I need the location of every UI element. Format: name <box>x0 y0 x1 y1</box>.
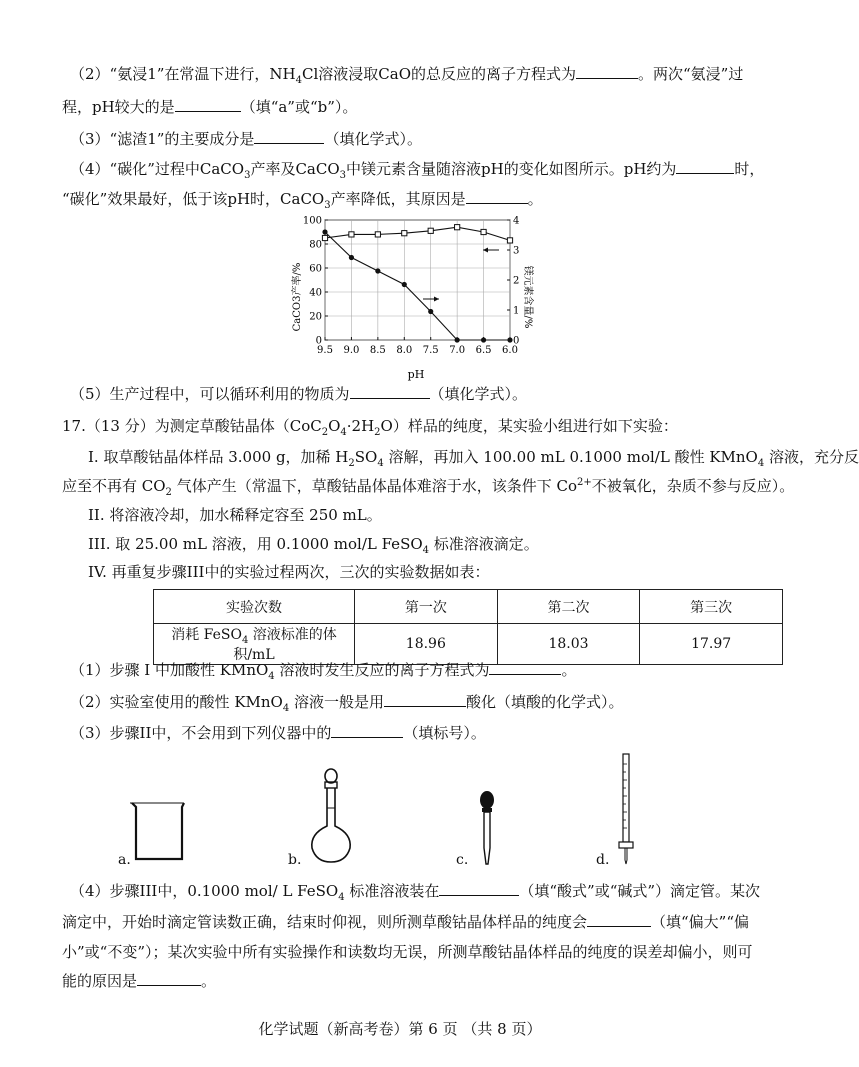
x-tick-label: 8.5 <box>369 345 386 356</box>
apparatus-volumetric-flask <box>306 768 356 866</box>
q17-sub4-line2: 滴定中，开始时滴定管读数正确，结束时仰视，则所测草酸钴晶体样品的纯度会 （填“偏大”“偏 <box>62 913 750 931</box>
q17-step1-line2: 应至不再有 $CO_2$ 气体产生（常温下，草酸钴晶体晶体难溶于水，该条件下 $Co^{2+}$不被氧化，杂质不参与反应）。 <box>62 477 795 498</box>
y-right-ticks <box>507 216 519 347</box>
chart-caco3-yield-vs-ph <box>285 212 540 382</box>
data-point-circle <box>428 309 433 314</box>
plot-border <box>325 220 510 340</box>
answer-blank[interactable] <box>350 384 430 399</box>
y-left-axis-label: CaCO3产率/% <box>292 262 303 332</box>
table-header-label: 实验次数 <box>154 590 355 624</box>
q17-step3: III. 取 25.00 mL 溶液，用 0.1000 mol/L FeSO$_4$ 标准溶液滴定。 <box>88 535 539 556</box>
data-point-square <box>428 228 433 233</box>
page-footer: 化学试题（新高考卷）第 6 页 （共 8 页） <box>258 1020 542 1038</box>
table-header-row <box>154 590 783 624</box>
x-tick-label: 7.5 <box>422 345 439 356</box>
apparatus-dropper <box>476 790 498 868</box>
q17-intro: 17.（13 分）为测定草酸钴晶体$(CoC_2O_4\cdot 2H_2O)$样品的纯度，某实验小组进行如下实验： <box>62 417 678 438</box>
data-point-circle <box>507 337 512 342</box>
q16-part3: （3）“滤渣1”的主要成分是 （填化学式）。 <box>70 130 422 148</box>
x-tick-label: 8.0 <box>396 345 413 356</box>
y-left-tick-label: 60 <box>309 263 322 275</box>
answer-blank[interactable] <box>175 97 241 112</box>
data-point-square <box>349 232 354 237</box>
answer-blank[interactable] <box>587 912 651 927</box>
answer-blank[interactable] <box>439 881 519 896</box>
q17-sub4-line1: （4）步骤III中，0.1000 mol/ L FeSO$_4$ 标准溶液装在 （填“酸式”或“碱式”）滴定管。某次 <box>70 882 761 903</box>
arrow-right-axis-indicator <box>483 248 499 253</box>
q17-step4: IV. 再重复步骤III中的实验过程两次，三次的实验数据如表： <box>88 563 490 581</box>
data-point-circle <box>349 255 354 260</box>
apparatus-label-c: c. <box>456 852 469 868</box>
x-tick-label: 9.5 <box>317 345 333 356</box>
q17-sub4-line4: 能的原因是 。 <box>62 972 217 990</box>
answer-blank[interactable] <box>254 129 324 144</box>
experiment-data-table <box>153 589 783 665</box>
data-point-square <box>375 232 380 237</box>
x-tick-label: 6.5 <box>475 345 492 356</box>
y-left-tick-label: 40 <box>309 287 322 299</box>
data-point-circle <box>375 268 380 273</box>
answer-blank[interactable] <box>137 971 201 986</box>
q16-part4-line1: （4）“碳化”过程中CaCO$_3$产率及CaCO$_3$中镁元素含量随溶液pH的变化如图所示。pH约为 时， <box>70 160 765 181</box>
x-tick-label: 9.0 <box>343 345 360 356</box>
answer-blank[interactable] <box>576 64 638 79</box>
data-point-square <box>507 238 512 243</box>
table-header-cell: 第三次 <box>640 590 783 624</box>
y-left-tick-label: 20 <box>309 311 322 323</box>
data-point-circle <box>455 337 460 342</box>
data-point-circle <box>402 282 407 287</box>
apparatus-label-a: a. <box>118 852 131 868</box>
table-cell: 17.97 <box>640 624 783 665</box>
q17-sub1: （1）步骤 I 中加酸性 KMnO$_4$ 溶液时发生反应的离子方程式为 。 <box>70 661 577 682</box>
q16-part5: （5）生产过程中，可以循环利用的物质为 （填化学式）。 <box>70 385 528 403</box>
table-header-cell: 第二次 <box>497 590 640 624</box>
x-axis-label: pH <box>407 368 425 381</box>
y-right-tick-label: 4 <box>513 215 520 227</box>
x-tick-label: 7.0 <box>449 345 466 356</box>
table-row-label: 消耗 FeSO$_4$ 溶液标准的体积/mL <box>154 624 355 665</box>
y-right-tick-label: 3 <box>513 245 520 257</box>
q17-sub4-line3: 小”或“不变”）；某次实验中所有实验操作和读数均无误，所测草酸钴晶体样品的纯度的误差却偏小，则可 <box>62 943 753 961</box>
y-right-tick-label: 1 <box>513 305 520 317</box>
data-point-square <box>322 235 327 240</box>
y-left-tick-label: 0 <box>315 335 322 347</box>
table-cell: 18.03 <box>497 624 640 665</box>
apparatus-beaker <box>128 795 188 865</box>
series-group <box>322 225 512 343</box>
apparatus-label-d: d. <box>596 852 610 868</box>
q17-step2: II. 将溶液冷却，加水稀释定容至 250 mL。 <box>88 506 382 524</box>
y-left-tick-label: 100 <box>302 215 322 227</box>
data-point-circle <box>481 337 486 342</box>
q16-part2-line2: 程，pH较大的是 （填“a”或“b”）。 <box>62 98 358 116</box>
answer-blank[interactable] <box>676 159 734 174</box>
y-right-tick-label: 0 <box>513 335 520 347</box>
answer-blank[interactable] <box>466 189 528 204</box>
q16-part4-line2: “碳化”效果最好，低于该pH时，CaCO$_3$产率降低，其原因是 。 <box>62 190 543 211</box>
q17-step1-line1: I. 取草酸钴晶体样品 3.000 g，加稀 $H_2SO_4$ 溶解，再加入 100.00 mL 0.1000 mol/L 酸性 KMnO$_4$ 溶液，充分反 <box>88 448 859 469</box>
plot-frame <box>325 220 510 340</box>
data-point-square <box>455 225 460 230</box>
y-right-axis-label: 镁元素含量/% <box>522 265 533 329</box>
data-point-square <box>481 229 486 234</box>
q16-part2-line1: （2）“氨浸1”在常温下进行，$NH_4Cl$溶液浸取CaO的总反应的离子方程式为 。两次“氨浸”过 <box>70 65 744 86</box>
answer-blank[interactable] <box>384 692 466 707</box>
y-right-tick-label: 2 <box>513 275 520 287</box>
q17-sub3: （3）步骤II中，不会用到下列仪器中的 （填标号）。 <box>70 724 486 742</box>
answer-blank[interactable] <box>331 723 403 738</box>
data-point-circle <box>322 229 327 234</box>
x-tick-label: 6.0 <box>502 345 518 356</box>
table-header-cell: 第一次 <box>355 590 498 624</box>
apparatus-label-b: b. <box>288 852 302 868</box>
y-left-tick-label: 80 <box>309 239 322 251</box>
apparatus-burette <box>614 752 638 866</box>
data-point-square <box>402 231 407 236</box>
table-cell: 18.96 <box>355 624 498 665</box>
answer-blank[interactable] <box>489 660 561 675</box>
series-line-1 <box>325 232 510 340</box>
q17-sub2: （2）实验室使用的酸性 KMnO$_4$ 溶液一般是用 酸化（填酸的化学式）。 <box>70 693 624 714</box>
